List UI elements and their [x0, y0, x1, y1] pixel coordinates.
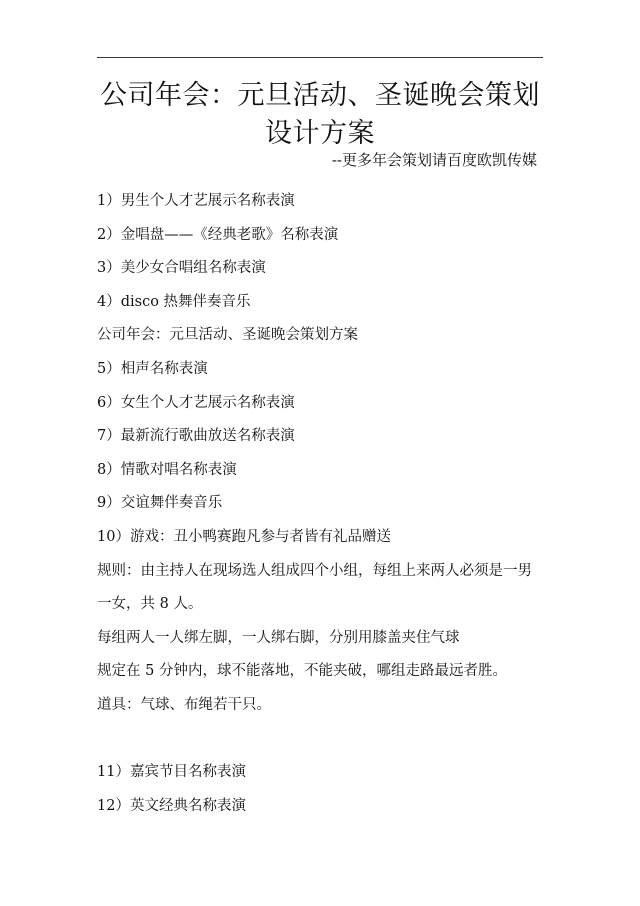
- header-rule: [97, 57, 543, 58]
- program-item-8: 8）情歌对唱名称表演: [97, 461, 237, 478]
- program-item-4: 4）disco 热舞伴奏音乐: [97, 293, 251, 310]
- program-item-3: 3）美少女合唱组名称表演: [97, 260, 266, 277]
- game-props-line: 道具：气球、布绳若干只。: [97, 696, 271, 713]
- program-item-7: 7）最新流行歌曲放送名称表演: [97, 428, 295, 445]
- game-rules-line-1: 规则：由主持人在现场选人组成四个小组，每组上来两人必须是一男: [97, 562, 532, 579]
- document-subtitle: --更多年会策划请百度欧凯传媒: [331, 151, 537, 169]
- blank-line: [97, 723, 545, 757]
- program-item-12: 12）英文经典名称表演: [97, 797, 246, 814]
- game-rules-line-4: 规定在 5 分钟内，球不能落地，不能夹破，哪组走路最远者胜。: [97, 663, 507, 680]
- program-item-6: 6）女生个人才艺展示名称表演: [97, 394, 295, 411]
- document-title: 公司年会：元旦活动、圣诞晚会策划设计方案: [100, 80, 540, 149]
- program-item-5: 5）相声名称表演: [97, 360, 208, 377]
- section-heading: 公司年会：元旦活动、圣诞晚会策划方案: [97, 327, 358, 344]
- program-item-10: 10）游戏：丑小鸭赛跑凡参与者皆有礼品赠送: [97, 528, 391, 545]
- program-item-2: 2）金唱盘——《经典老歌》名称表演: [97, 226, 339, 243]
- program-item-9: 9）交谊舞伴奏音乐: [97, 495, 223, 512]
- game-rules-line-2: 一女，共 8 人。: [97, 596, 203, 613]
- program-item-1: 1）男生个人才艺展示名称表演: [97, 193, 295, 209]
- program-item-11: 11）嘉宾节目名称表演: [97, 764, 246, 781]
- document-body: [97, 185, 545, 823]
- game-rules-line-3: 每组两人一人绑左脚，一人绑右脚，分别用膝盖夹住气球: [97, 629, 460, 646]
